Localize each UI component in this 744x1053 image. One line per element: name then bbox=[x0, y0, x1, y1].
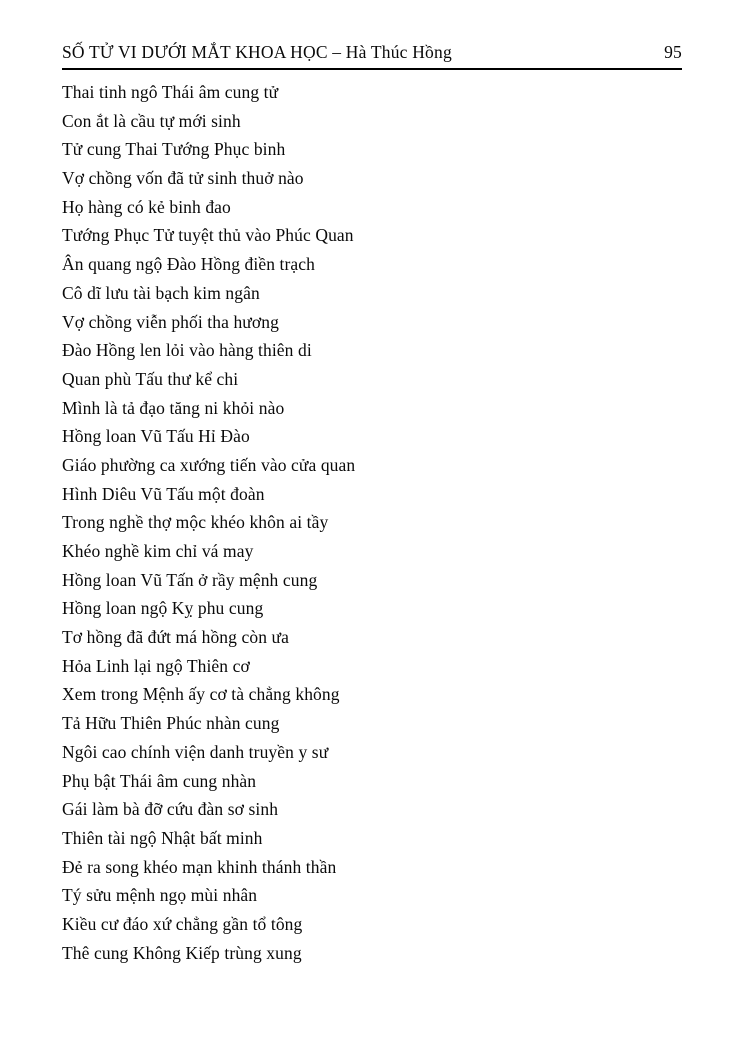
verse-line: Đẻ ra song khéo mạn khinh thánh thần bbox=[62, 856, 337, 877]
verse-line: Tơ hồng đã đứt má hồng còn ưa bbox=[62, 627, 289, 648]
verse-line: Khéo nghề kim chỉ vá may bbox=[62, 541, 254, 561]
verse-line: Hình Diêu Vũ Tấu một đoàn bbox=[62, 483, 265, 504]
verse-line: Ân quang ngộ Đào Hồng điền trạch bbox=[62, 254, 316, 275]
verse-list bbox=[62, 78, 702, 967]
verse-line: Con ắt là cầu tự mới sinh bbox=[62, 110, 241, 131]
running-header-title: SỐ TỬ VI DƯỚI MẮT KHOA HỌC – Hà Thúc Hồng bbox=[62, 42, 452, 62]
verse-line: Phụ bật Thái âm cung nhàn bbox=[62, 770, 257, 791]
verse-line: Gái làm bà đỡ cứu đàn sơ sinh bbox=[62, 799, 279, 820]
verse-line: Giáo phường ca xướng tiến vào cửa quan bbox=[62, 454, 356, 475]
verse-line: Kiều cư đáo xứ chẳng gần tổ tông bbox=[62, 913, 303, 934]
verse-line: Mình là tả đạo tăng ni khỏi nào bbox=[62, 397, 285, 418]
verse-line: Hỏa Linh lại ngộ Thiên cơ bbox=[62, 655, 250, 676]
verse-line: Tả Hữu Thiên Phúc nhàn cung bbox=[62, 713, 280, 734]
verse-line: Cô dĩ lưu tài bạch kim ngân bbox=[62, 282, 260, 303]
verse-line: Xem trong Mệnh ấy cơ tà chẳng không bbox=[62, 684, 340, 705]
verse-line: Đào Hồng len lỏi vào hàng thiên di bbox=[62, 340, 312, 361]
verse-line: Tử cung Thai Tướng Phục binh bbox=[62, 139, 286, 160]
verse-line: Vợ chồng viễn phối tha hương bbox=[62, 311, 279, 332]
verse-line: Hồng loan ngộ Kỵ phu cung bbox=[62, 598, 264, 619]
verse-line: Tướng Phục Tử tuyệt thủ vào Phúc Quan bbox=[62, 225, 354, 246]
header-rule-divider bbox=[62, 68, 682, 70]
verse-line: Thiên tài ngộ Nhật bất minh bbox=[62, 827, 263, 848]
verse-line: Vợ chồng vốn đã tử sinh thuở nào bbox=[62, 168, 304, 189]
verse-line: Tý sửu mệnh ngọ mùi nhân bbox=[62, 885, 258, 906]
page-header bbox=[62, 42, 682, 63]
verse-line: Hồng loan Vũ Tấu Hỉ Đào bbox=[62, 426, 250, 447]
verse-line: Thai tinh ngô Thái âm cung tử bbox=[62, 82, 279, 102]
verse-line: Hồng loan Vũ Tấn ở rầy mệnh cung bbox=[62, 569, 318, 590]
verse-line: Quan phù Tấu thư kể chi bbox=[62, 368, 239, 389]
verse-line: Trong nghề thợ mộc khéo khôn ai tầy bbox=[62, 512, 329, 533]
verse-line: Thê cung Không Kiếp trùng xung bbox=[62, 942, 302, 963]
page-number: 95 bbox=[664, 42, 682, 62]
verse-line: Họ hàng có kẻ binh đao bbox=[62, 196, 231, 217]
verse-line: Ngôi cao chính viện danh truyền y sư bbox=[62, 741, 329, 762]
